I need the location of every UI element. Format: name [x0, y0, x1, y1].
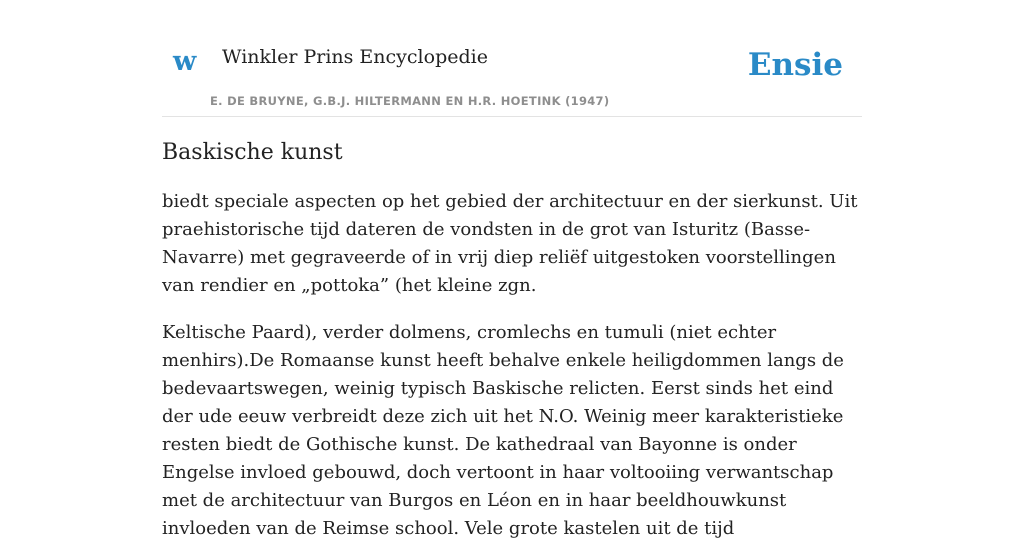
article-title: Baskische kunst: [162, 140, 343, 165]
winkler-prins-logo-icon[interactable]: w: [173, 46, 197, 77]
article: [162, 139, 862, 543]
ensie-home-link[interactable]: Ensie: [747, 47, 843, 83]
book-title[interactable]: Winkler Prins Encyclopedie: [222, 46, 488, 68]
site-header: [162, 0, 862, 117]
article-paragraph: biedt speciale aspecten op het gebied der architectuur en der sierkunst. Uit praehistorische tijd dateren de vondsten in de grot van Isturitz (Basse-Navarre) met gegraveerde of in vrij diep reliëf uitgestoken voorstellingen van rendier en „pottoka” (het kleine zgn.: [162, 190, 858, 296]
article-paragraph: Keltische Paard), verder dolmens, cromlechs en tumuli (niet echter menhirs).De Romaanse kunst heeft behalve enkele heiligdommen langs de bedevaartswegen, weinig typisch Baskische relicten. Eerst sinds het eind der ude eeuw verbreidt deze zich uit het N.O. Weinig meer karakteristieke resten biedt de Gothische kunst. De kathedraal van Bayonne is onder Engelse invloed gebouwd, doch vertoont in haar voltooiing verwantschap met de architectuur van Burgos en Léon en in haar beeldhouwkunst invloeden van de Reimse school. Vele grote kastelen uit de tijd: [162, 321, 844, 539]
book-authors: E. DE BRUYNE, G.B.J. HILTERMANN EN H.R. HOETINK (1947): [210, 94, 610, 108]
